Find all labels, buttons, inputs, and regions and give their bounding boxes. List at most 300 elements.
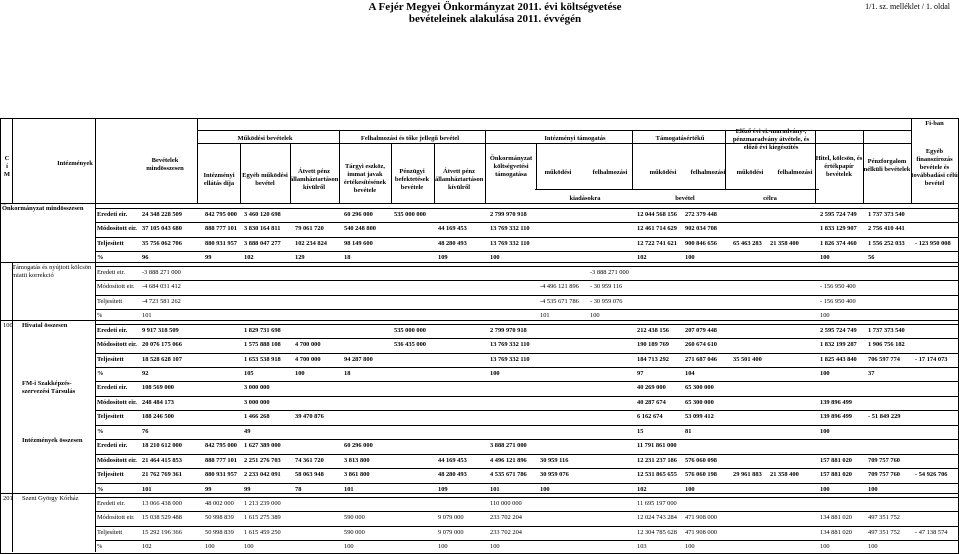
row-line (95, 439, 959, 440)
table-cell: 15 (637, 427, 644, 435)
table-cell: 1 906 756 182 (868, 341, 905, 349)
table-cell: 12 044 568 156 (637, 211, 677, 218)
table-cell: 100 (820, 543, 830, 551)
col-intezmenyek: Intézmények (57, 160, 93, 167)
table-cell: 65 463 283 (733, 239, 762, 247)
table-cell: 102 (637, 485, 647, 493)
table-cell: 100 (820, 369, 830, 377)
table-cell: - 123 950 008 (915, 239, 951, 247)
table-cell: 2 233 042 091 (244, 471, 281, 479)
table-cell: 101 (142, 485, 152, 493)
table-cell: - 30 959 116 (590, 283, 623, 291)
table-cell: 1 213 239 000 (244, 500, 281, 507)
table-cell: 18 (344, 369, 351, 377)
table-cell: 40 269 000 (637, 384, 666, 392)
col-felhalmozasi-3: felhalmozási (777, 169, 813, 176)
table-cell: 100 (820, 427, 830, 435)
table-cell: 108 569 000 (142, 384, 174, 392)
table-cell: 79 061 720 (295, 225, 324, 233)
table-cell: 188 246 500 (142, 413, 174, 421)
row-label: % (97, 312, 103, 320)
table-cell: 184 713 292 (637, 355, 669, 363)
group-line-1 (0, 262, 959, 263)
row-line (95, 309, 959, 310)
header-bottom-line (0, 203, 959, 204)
row-line (95, 381, 959, 382)
row-label: Eredeti eir. (97, 442, 128, 450)
table-cell: 9 079 000 (438, 514, 464, 522)
table-cell: 100 (820, 485, 830, 493)
row-label: % (97, 254, 104, 262)
row-line (95, 280, 959, 281)
table-cell: - 51 849 229 (868, 413, 901, 421)
table-cell: 157 881 020 (820, 456, 852, 464)
group-label-1: Támogatás és nyújtott kölcsön miatti korrekció (12, 264, 92, 279)
table-cell: 260 674 610 (685, 341, 717, 349)
table-cell: 1 653 538 918 (244, 355, 281, 363)
col-egyeb-fin: Egyéb finanszírozás bevétele és továbbadási célú bevétel (911, 148, 958, 187)
table-cell: 101 (142, 312, 152, 320)
table-cell: 706 597 774 (868, 355, 900, 363)
vline-penzforgalom (863, 130, 864, 203)
col-fiban: Fi-ban (925, 120, 944, 127)
table-cell: 100 (344, 543, 354, 551)
row-label: % (97, 485, 104, 493)
table-cell: 1 737 373 540 (868, 326, 905, 334)
table-cell: 100 (540, 485, 550, 493)
row-label: Módosított eir. (97, 225, 137, 233)
col-bevetel: bevétel (675, 195, 695, 202)
row-line (95, 540, 959, 541)
table-cell: 50 998 839 (205, 514, 234, 522)
table-cell: 13 769 332 110 (490, 355, 530, 363)
col-celra: célra (763, 195, 777, 202)
table-cell: 590 000 (344, 514, 365, 522)
table-cell: 709 757 760 (868, 456, 900, 464)
vline-felh (339, 130, 340, 203)
row-label: % (97, 427, 104, 435)
table-cell: - 30 959 076 (590, 297, 623, 305)
table-cell: 6 162 674 (637, 413, 663, 421)
table-cell: 134 881 020 (820, 514, 852, 522)
title-line-2: bevételeinek alakulása 2011. évvégén (408, 13, 582, 25)
col-felhalmozasi-group: Felhalmozási és tőke jellegű bevétel (360, 135, 460, 142)
table-cell: 81 (685, 427, 692, 435)
table-cell: 1 466 268 (244, 413, 270, 421)
group-code-2: 100 (3, 322, 13, 329)
row-label: Módosított eir. (97, 341, 137, 349)
table-cell: 109 (438, 254, 448, 262)
col-penzugyi: Pénzügyi befektetések bevétele (394, 168, 430, 191)
table-cell: - 54 926 706 (915, 471, 948, 479)
row-line (95, 237, 959, 238)
table-cell: 842 795 000 (205, 211, 237, 218)
group-label-3: FM-i Szakképzés-szervezési Társulás (22, 380, 76, 395)
col-intezmenyi-ellatas: Intézményi ellátás díja (203, 172, 235, 187)
table-cell: 3 813 800 (344, 456, 370, 464)
table-cell: 96 (142, 254, 149, 262)
table-cell: 99 (244, 485, 251, 493)
table-cell: 44 169 453 (438, 225, 467, 233)
vline-code (12, 262, 13, 552)
table-cell: 29 961 883 (733, 471, 762, 479)
table-cell: 18 (344, 254, 351, 262)
vline-atvett1 (290, 143, 291, 203)
row-line (95, 208, 959, 209)
table-cell: 100 (685, 543, 695, 551)
col-mukodesi-3: működési (736, 169, 764, 176)
table-cell: 13 769 332 110 (490, 239, 530, 247)
table-cell: 103 (637, 543, 647, 551)
table-cell: -3 888 271 000 (142, 268, 181, 276)
col-hitel: Hitel, kölcsön, és értékpapír bevételek (815, 155, 863, 178)
table-cell: 497 351 752 (868, 514, 900, 522)
table-cell: 1 556 252 033 (868, 239, 905, 247)
row-label: Teljesített (97, 413, 124, 421)
table-cell: 100 (438, 543, 448, 551)
col-atvett-penz-1: Átvett pénz államháztartáson kívülről (290, 168, 339, 191)
table-cell: 3 460 120 698 (244, 211, 281, 218)
table-cell: 100 (490, 543, 500, 551)
group-line-2 (0, 320, 959, 321)
row-label: Teljesített (97, 355, 124, 363)
table-cell: 1 826 374 460 (820, 239, 857, 247)
col-kiadasokra: kiadásokra (569, 195, 601, 202)
row-line (95, 483, 959, 484)
table-cell: 97 (637, 369, 644, 377)
vline-fiban (911, 118, 912, 203)
table-cell: - 47 138 574 (915, 528, 948, 536)
table-cell: 1 627 389 000 (244, 442, 281, 450)
table-cell: 21 762 769 361 (142, 471, 182, 479)
table-cell: 65 300 000 (685, 398, 714, 406)
table-cell: 100 (820, 254, 830, 262)
annex-label: 1/1. sz. melléklet / 1. oldal (865, 2, 950, 11)
table-cell: 13 769 332 110 (490, 225, 530, 233)
table-cell: 18 528 628 107 (142, 355, 182, 363)
row-line (95, 497, 959, 498)
table-cell: 100 (868, 485, 878, 493)
col-intezmenyi-tamogatas: Intézményi támogatás (544, 135, 606, 142)
col-tamogatas-ertek: Támogatásértékű (655, 135, 705, 142)
row-line (95, 353, 959, 354)
row-line (95, 396, 959, 397)
table-cell: 139 896 499 (820, 398, 852, 406)
table-cell: 101 (490, 485, 500, 493)
row-label: Teljesített (97, 471, 124, 479)
col-egyeb-mukodesi: Egyéb működési bevétel (242, 172, 288, 187)
table-cell: 102 234 824 (295, 239, 327, 247)
row-label: % (97, 369, 104, 377)
table-cell: 9 917 318 509 (142, 326, 179, 334)
table-cell: 248 484 173 (142, 398, 174, 406)
table-cell: 471 908 000 (685, 514, 717, 522)
table-cell: 99 (205, 254, 212, 262)
col-mukodesi-group: Működési bevételek (237, 135, 293, 142)
table-cell: 99 (205, 485, 212, 493)
table-cell: 11 695 197 000 (637, 500, 677, 507)
table-cell: 21 464 415 853 (142, 456, 182, 464)
table-cell: 3 830 164 811 (244, 225, 281, 233)
table-cell: 4 700 000 (295, 355, 321, 363)
col-onkorm: Önkormányzat költségvetési támogatása (489, 155, 533, 178)
table-cell: 888 777 101 (205, 456, 237, 464)
vline-intezmenyek (95, 118, 96, 552)
table-cell: -4 496 121 896 (540, 283, 579, 291)
col-cim: C í M (3, 155, 11, 178)
table-cell: 35 756 062 706 (142, 239, 182, 247)
row-label: Eredeti eir. (97, 268, 126, 276)
table-cell: 50 998 839 (205, 528, 234, 536)
table-cell: 100 (685, 254, 695, 262)
group-code-5: 201 (3, 495, 13, 502)
vline-cim (12, 118, 13, 203)
col-mukodesi-1: működési (544, 169, 572, 176)
table-cell: 2 595 724 749 (820, 211, 857, 218)
table-cell: 880 931 957 (205, 471, 237, 479)
header-subline-2 (198, 143, 912, 144)
table-cell: 1 832 199 287 (820, 341, 857, 349)
table-cell: 20 076 175 066 (142, 341, 182, 349)
table-cell: 39 470 876 (295, 413, 324, 421)
table-cell: 102 (244, 254, 254, 262)
table-cell: 102 (142, 543, 152, 551)
table-cell: 105 (244, 369, 254, 377)
table-cell: 18 210 612 000 (142, 442, 182, 450)
table-cell: 1 833 129 907 (820, 225, 857, 233)
table-cell: 98 149 600 (344, 239, 373, 247)
table-cell: 535 000 000 (394, 326, 426, 334)
vline-tam2 (632, 130, 633, 189)
table-cell: 900 846 656 (685, 239, 717, 247)
row-line (95, 526, 959, 527)
table-cell: 902 034 708 (685, 225, 717, 233)
table-cell: 233 702 204 (490, 514, 522, 522)
table-cell: 110 000 000 (490, 500, 522, 507)
table-cell: 497 351 752 (868, 528, 900, 536)
row-line (95, 324, 959, 325)
table-cell: 101 (344, 485, 354, 493)
table-cell: 3 888 271 000 (490, 442, 527, 450)
vline-penzugyi (391, 143, 392, 203)
vline-egyeb (240, 143, 241, 203)
table-cell: 2 756 410 441 (868, 225, 905, 233)
table-cell: 58 063 948 (295, 471, 324, 479)
col-felhalmozasi-1: felhalmozási (592, 169, 628, 176)
table-cell: 233 702 204 (490, 528, 522, 536)
table-cell: -4 535 671 786 (540, 297, 579, 305)
col-targyi: Tárgyi eszköz, immat javak értékesítésének bevétele (343, 163, 387, 194)
table-cell: 12 461 714 629 (637, 225, 677, 233)
table-cell: 100 (590, 312, 600, 320)
table-cell: 4 496 121 896 (490, 456, 527, 464)
table-cell: 48 002 000 (205, 500, 234, 507)
table-cell: 49 (244, 427, 251, 435)
table-cell: 12 024 743 284 (637, 514, 677, 522)
table-cell: 129 (295, 254, 305, 262)
row-label: Eredeti eir. (97, 326, 128, 334)
group-label-5: Szent György Kórház (22, 495, 79, 502)
table-cell: 40 287 674 (637, 398, 666, 406)
table-cell: 60 296 000 (344, 442, 373, 450)
table-cell: 35 501 400 (733, 355, 762, 363)
table-cell: 100 (490, 254, 500, 262)
table-cell: 44 169 453 (438, 456, 467, 464)
table-cell: 536 435 000 (394, 341, 426, 349)
table-cell: 48 280 493 (438, 471, 467, 479)
row-label: Módosított eir. (97, 514, 135, 522)
row-line (95, 468, 959, 469)
table-cell: 471 908 000 (685, 528, 717, 536)
table-cell: 576 060 098 (685, 456, 717, 464)
table-cell: 109 (438, 485, 448, 493)
title-line-1: A Fejér Megyei Önkormányzat 2011. évi költségvetése (368, 1, 622, 13)
table-cell: 92 (142, 369, 149, 377)
vline-bevetelek (197, 118, 198, 203)
table-cell: 3 000 000 (244, 384, 270, 392)
table-cell: 53 099 412 (685, 413, 714, 421)
table-cell: 4 535 671 786 (490, 471, 527, 479)
table-cell: 56 (868, 254, 875, 262)
table-cell: 37 105 043 680 (142, 225, 182, 233)
row-line (95, 295, 959, 296)
table-cell: 535 000 000 (394, 211, 426, 218)
table-cell: 576 060 198 (685, 471, 717, 479)
table-cell: 590 000 (344, 528, 365, 536)
table-cell: - 156 950 400 (820, 283, 856, 291)
table-cell: 100 (490, 369, 500, 377)
table-cell: 12 231 237 186 (637, 456, 677, 464)
header-subline-1 (198, 130, 912, 131)
row-label: Módosított eir. (97, 456, 137, 464)
table-cell: 1 825 443 840 (820, 355, 857, 363)
row-label: Teljesített (97, 528, 123, 536)
table-cell: 100 (868, 543, 878, 551)
table-cell: 2 251 276 703 (244, 456, 281, 464)
table-cell: 74 361 720 (295, 456, 324, 464)
table-cell: 30 959 076 (540, 471, 569, 479)
table-cell: 100 (820, 312, 830, 320)
row-line (95, 251, 959, 252)
table-cell: 101 (540, 312, 550, 320)
table-cell: 12 304 785 628 (637, 528, 677, 536)
vline-atvett2 (434, 143, 435, 203)
row-label: Eredeti eir. (97, 211, 128, 218)
table-cell: 11 791 861 000 (637, 442, 677, 450)
group-label-0: Önkormányzat mindösszesen (2, 205, 84, 212)
table-cell: 21 358 400 (770, 471, 799, 479)
table-cell: 1 575 888 108 (244, 341, 281, 349)
table-cell: 100 (244, 543, 254, 551)
table-cell: 190 189 769 (637, 341, 669, 349)
table-cell: 157 881 020 (820, 471, 852, 479)
table-cell: 94 287 800 (344, 355, 373, 363)
table-cell: 37 (868, 369, 875, 377)
row-label: Módosított eir. (97, 398, 137, 406)
row-line (95, 266, 959, 267)
row-line (95, 410, 959, 411)
table-cell: 139 896 499 (820, 413, 852, 421)
table-cell: 12 531 865 655 (637, 471, 677, 479)
table-cell: 100 (205, 543, 215, 551)
row-line (95, 367, 959, 368)
table-cell: 9 079 000 (438, 528, 464, 536)
table-cell: -3 888 271 000 (590, 268, 629, 276)
vline-hitel (815, 130, 816, 203)
group-line-4 (0, 493, 959, 494)
row-label: % (97, 543, 103, 551)
table-cell: 4 700 000 (295, 341, 321, 349)
col-atvett-penz-2: Átvett pénz államháztartáson kívülről (435, 168, 484, 191)
group-label-2: Hivatal összesen (22, 322, 68, 329)
col-bevetelek: Bevételek mindösszesen (146, 157, 184, 172)
table-cell: 3 888 047 277 (244, 239, 281, 247)
report-title (360, 1, 630, 25)
table-cell: 1 829 731 698 (244, 326, 281, 334)
table-cell: 212 438 156 (637, 326, 669, 334)
table-cell: 30 959 116 (540, 456, 569, 464)
table-cell: 15 038 529 488 (142, 514, 182, 522)
table-cell: 134 881 020 (820, 528, 852, 536)
col-mukodesi-2: működési (649, 169, 677, 176)
group-label-4: Intézmények összesen (22, 437, 83, 444)
vline-elozo (725, 130, 726, 189)
table-cell: 104 (685, 369, 695, 377)
header-subline-3 (535, 189, 819, 190)
row-label: Eredeti eir. (97, 384, 128, 392)
table-cell: 880 931 957 (205, 239, 237, 247)
row-line (95, 511, 959, 512)
table-cell: 21 358 400 (770, 239, 799, 247)
table-cell: 2 595 724 749 (820, 326, 857, 334)
table-cell: 842 795 000 (205, 442, 237, 450)
table-cell: 100 (295, 369, 305, 377)
table-cell: -4 723 581 262 (142, 297, 181, 305)
table-cell: 207 079 448 (685, 326, 717, 334)
table-cell: 2 799 970 918 (490, 326, 527, 334)
row-line (95, 222, 959, 223)
table-cell: 78 (295, 485, 302, 493)
vline-tam (536, 143, 537, 189)
table-cell: -4 684 031 412 (142, 283, 181, 291)
row-label: Módosított eir. (97, 283, 135, 291)
table-cell: 540 248 800 (344, 225, 376, 233)
row-line (95, 454, 959, 455)
table-cell: 102 (637, 254, 647, 262)
table-cell: 709 757 760 (868, 471, 900, 479)
vline-onkorm (485, 130, 486, 203)
col-felhalmozasi-2: felhalmozási (690, 169, 726, 176)
table-cell: 65 300 000 (685, 384, 714, 392)
col-penzforgalom: Pénzforgalom nélküli bevételek (863, 158, 911, 173)
table-cell: 100 (685, 485, 695, 493)
col-elozo-evi: Előző évi ei.-maradvány-, pénzmaradvány átvétele, és előző évi kiegészítés (732, 128, 810, 151)
table-cell: 1 615 275 389 (244, 514, 281, 522)
table-cell: 13 769 332 110 (490, 341, 530, 349)
row-label: Teljesített (97, 239, 124, 247)
table-cell: - 17 174 073 (915, 355, 948, 363)
table-cell: 12 722 741 621 (637, 239, 677, 247)
table-cell: 60 296 000 (344, 211, 373, 218)
table-cell: 24 348 228 509 (142, 211, 182, 218)
row-label: Teljesített (97, 297, 123, 305)
table-cell: 48 280 493 (438, 239, 467, 247)
table-cell: 271 687 046 (685, 355, 717, 363)
row-line (95, 338, 959, 339)
table-cell: 1 737 373 540 (868, 211, 905, 218)
table-cell: 15 292 196 366 (142, 528, 182, 536)
table-cell: - 156 950 400 (820, 297, 856, 305)
